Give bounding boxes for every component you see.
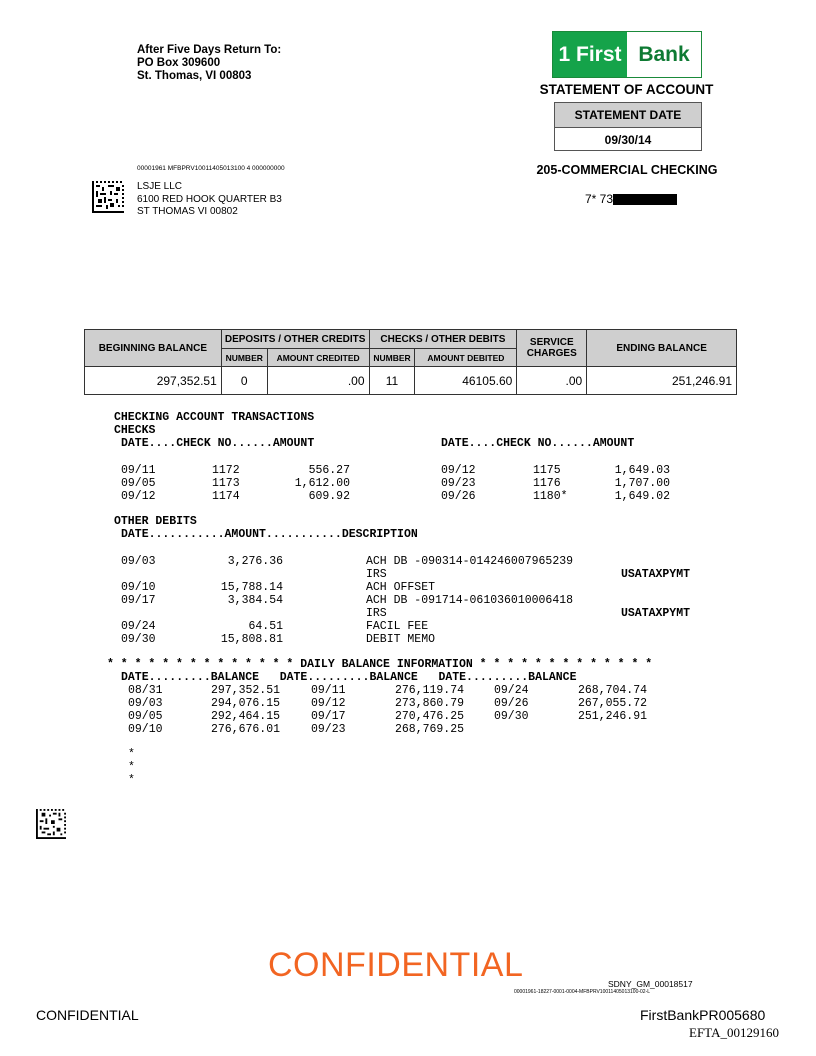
daily-date: 09/05 <box>128 710 163 723</box>
debit-date: 09/10 <box>121 581 156 594</box>
checks-header: CHECKS / OTHER DEBITS <box>369 330 517 349</box>
debit-description-2: IRS <box>366 607 387 620</box>
beginning-balance-header: BEGINNING BALANCE <box>85 330 222 367</box>
confidential-stamp: CONFIDENTIAL <box>268 946 524 984</box>
statement-date-box <box>554 102 702 151</box>
daily-date: 09/24 <box>494 684 529 697</box>
star-marker: * <box>128 748 135 761</box>
ending-balance-value: 251,246.91 <box>587 367 737 395</box>
return-address-line: PO Box 309600 <box>137 57 221 69</box>
check-date: 09/26 <box>441 490 476 503</box>
debit-description: ACH DB -090314-014246007965239 <box>366 555 574 568</box>
daily-balance-title: * * * * * * * * * * * * * * DAILY BALANCE INFORMATION * * * * * * * * * * * * * <box>107 658 653 671</box>
daily-balance: 294,076.15 <box>210 697 280 710</box>
customer-name: LSJE LLC <box>137 181 183 192</box>
daily-date: 09/11 <box>311 684 346 697</box>
barcode-icon <box>92 181 124 213</box>
daily-balance: 268,704.74 <box>577 684 647 697</box>
check-amount: 1,612.00 <box>294 477 350 490</box>
check-date: 09/12 <box>121 490 156 503</box>
check-number: 1176 <box>533 477 561 490</box>
checks-header-right: DATE....CHECK NO......AMOUNT <box>441 437 635 450</box>
other-debits-title: OTHER DEBITS <box>114 515 197 528</box>
debit-amount: 15,788.14 <box>220 581 283 594</box>
debit-amount: 3,276.36 <box>227 555 283 568</box>
daily-date: 09/23 <box>311 723 346 736</box>
account-type: 205-COMMERCIAL CHECKING <box>536 163 718 177</box>
debit-date: 09/03 <box>121 555 156 568</box>
daily-balance: 273,860.79 <box>394 697 464 710</box>
debit-date: 09/24 <box>121 620 156 633</box>
check-amount: 1,649.03 <box>614 464 670 477</box>
debit-amount: 3,384.54 <box>227 594 283 607</box>
check-date: 09/11 <box>121 464 156 477</box>
debit-description: DEBIT MEMO <box>366 633 436 646</box>
daily-date: 09/26 <box>494 697 529 710</box>
transactions-title: CHECKING ACCOUNT TRANSACTIONS <box>114 411 315 424</box>
amount-credited-value: .00 <box>267 367 369 395</box>
daily-balance: 292,464.15 <box>210 710 280 723</box>
confidential-footer: CONFIDENTIAL <box>36 1007 139 1023</box>
check-number: 1172 <box>212 464 240 477</box>
daily-balance: 268,769.25 <box>394 723 464 736</box>
beginning-balance-value: 297,352.51 <box>85 367 222 395</box>
bank-logo <box>552 31 702 78</box>
checks-number-value: 11 <box>369 367 415 395</box>
sdny-number: SDNY_GM_00018517 <box>608 979 693 989</box>
efta-number: EFTA_00129160 <box>689 1025 779 1040</box>
check-date: 09/05 <box>121 477 156 490</box>
debit-amount: 15,808.81 <box>220 633 283 646</box>
customer-address <box>137 181 282 219</box>
return-address-line: After Five Days Return To: <box>137 44 282 56</box>
check-amount: 1,649.02 <box>614 490 670 503</box>
mailing-code: 00001961 MFBPRV10011405013100 4 000000000 <box>137 165 285 172</box>
daily-balance: 276,119.74 <box>394 684 464 697</box>
daily-date: 09/03 <box>128 697 163 710</box>
debit-description: FACIL FEE <box>366 620 429 633</box>
debit-date: 09/17 <box>121 594 156 607</box>
check-date: 09/23 <box>441 477 476 490</box>
debit-amount: 64.51 <box>248 620 283 633</box>
checks-header-left: DATE....CHECK NO......AMOUNT <box>121 437 315 450</box>
other-debits-header: DATE...........AMOUNT...........DESCRIPTION <box>121 528 418 541</box>
checks-number-header: NUMBER <box>369 349 415 367</box>
barcode-icon <box>36 809 66 839</box>
check-number: 1174 <box>212 490 240 503</box>
return-address <box>137 44 281 83</box>
amount-debited-header: AMOUNT DEBITED <box>415 349 517 367</box>
daily-balance: 267,055.72 <box>577 697 647 710</box>
debit-tag: USATAXPYMT <box>621 607 691 620</box>
balance-summary-table <box>84 329 737 395</box>
daily-balance: 270,476.25 <box>394 710 464 723</box>
service-charges-header: SERVICE CHARGES <box>517 330 587 367</box>
bates-number: FirstBankPR005680 <box>640 1007 766 1023</box>
debit-description: ACH OFFSET <box>366 581 436 594</box>
daily-balance: 276,676.01 <box>210 723 280 736</box>
daily-balance: 297,352.51 <box>210 684 280 697</box>
logo-right: Bank <box>627 32 701 77</box>
debit-tag: USATAXPYMT <box>621 568 691 581</box>
statement-title: STATEMENT OF ACCOUNT <box>539 82 714 97</box>
debit-description: ACH DB -091714-061036010006418 <box>366 594 574 607</box>
return-address-line: St. Thomas, VI 00803 <box>137 70 252 82</box>
check-number: 1173 <box>212 477 240 490</box>
service-charges-value: .00 <box>517 367 587 395</box>
check-number: 1175 <box>533 464 561 477</box>
customer-address-line: ST THOMAS VI 00802 <box>137 206 238 217</box>
ending-balance-header: ENDING BALANCE <box>587 330 737 367</box>
daily-date: 08/31 <box>128 684 163 697</box>
check-amount: 556.27 <box>308 464 350 477</box>
star-marker: * <box>128 774 135 787</box>
daily-date: 09/12 <box>311 697 346 710</box>
checks-title: CHECKS <box>114 424 156 437</box>
document-code: 00001961-18227-0001-0004-MFBPRV10011405013100-02-L <box>514 989 651 995</box>
daily-date: 09/17 <box>311 710 346 723</box>
star-marker: * <box>128 761 135 774</box>
account-number: 7* 73 <box>585 192 614 206</box>
amount-debited-value: 46105.60 <box>415 367 517 395</box>
daily-balance: 251,246.91 <box>577 710 647 723</box>
check-number: 1180* <box>533 490 568 503</box>
daily-date: 09/30 <box>494 710 529 723</box>
statement-date-label: STATEMENT DATE <box>555 103 701 128</box>
daily-balance-header: DATE.........BALANCE DATE.........BALANCE DATE.........BALANCE <box>121 671 577 684</box>
check-date: 09/12 <box>441 464 476 477</box>
deposits-number-header: NUMBER <box>221 349 267 367</box>
amount-credited-header: AMOUNT CREDITED <box>267 349 369 367</box>
debit-date: 09/30 <box>121 633 156 646</box>
statement-date-value: 09/30/14 <box>604 133 652 147</box>
deposits-header: DEPOSITS / OTHER CREDITS <box>221 330 369 349</box>
customer-address-line: 6100 RED HOOK QUARTER B3 <box>137 193 282 205</box>
check-amount: 609.92 <box>308 490 350 503</box>
logo-left: 1 First <box>553 32 627 77</box>
debit-description-2: IRS <box>366 568 387 581</box>
deposits-number-value: 0 <box>221 367 267 395</box>
check-amount: 1,707.00 <box>614 477 670 490</box>
daily-date: 09/10 <box>128 723 163 736</box>
redaction-bar <box>613 194 677 205</box>
